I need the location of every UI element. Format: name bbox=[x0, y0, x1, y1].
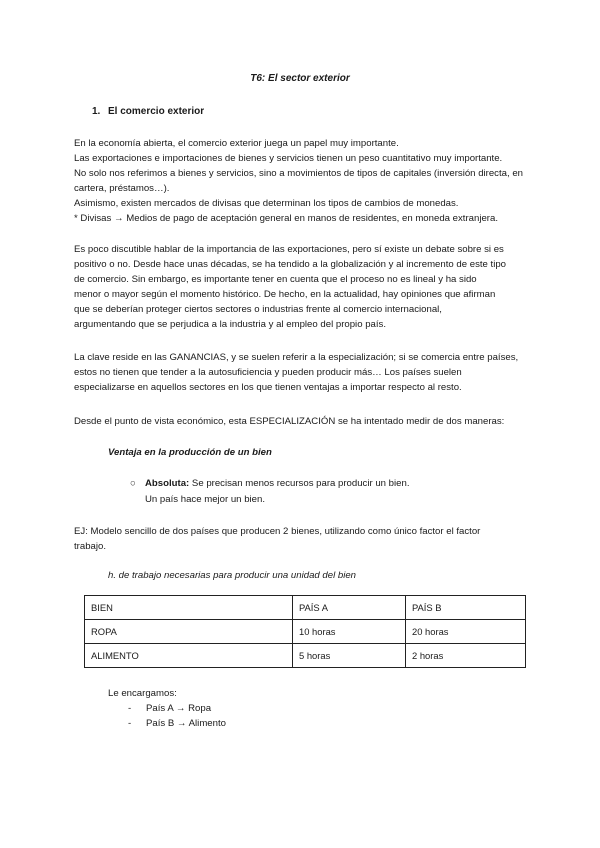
table-header-cell: PAÍS B bbox=[406, 596, 526, 620]
bullet-text-2: Un país hace mejor un bien. bbox=[145, 494, 265, 505]
paragraph-line: especializarse en aquellos sectores en los que tienen ventajas a importar respecto al resto. bbox=[74, 382, 462, 393]
paragraph-line: Es poco discutible hablar de la importancia de las exportaciones, pero sí existe un debate sobre si es bbox=[74, 244, 504, 255]
paragraph-line: argumentando que se perjudica a la industria y al empleo del propio país. bbox=[74, 319, 386, 330]
table-cell: 20 horas bbox=[406, 620, 526, 644]
bullet-marker: ○ bbox=[130, 478, 136, 489]
paragraph-line: La clave reside en las GANANCIAS, y se suelen referir a la especialización; si se comercia entre países, bbox=[74, 352, 519, 363]
example-line: trabajo. bbox=[74, 541, 106, 552]
paragraph-line: En la economía abierta, el comercio exterior juega un papel muy importante. bbox=[74, 138, 399, 149]
section-title: El comercio exterior bbox=[108, 106, 205, 117]
table-cell: 10 horas bbox=[293, 620, 406, 644]
paragraph-line: * Divisas → Medios de pago de aceptación general en manos de residentes, en moneda extranjera. bbox=[74, 213, 498, 224]
paragraph-line: estos no tienen que tender a la autosuficiencia y pueden producir más… Los países suelen bbox=[74, 367, 462, 378]
list-item bbox=[128, 718, 226, 729]
table-header-row bbox=[85, 596, 526, 620]
paragraph-line: que se deberían proteger ciertos sectores o industrias frente al comercio internacional, bbox=[74, 304, 442, 315]
paragraph-line: Desde el punto de vista económico, esta ESPECIALIZACIÓN se ha intentado medir de dos maneras: bbox=[74, 416, 505, 427]
list-item bbox=[128, 703, 211, 714]
document-title: T6: El sector exterior bbox=[250, 73, 350, 84]
paragraph-line: No solo nos referimos a bienes y servicios, sino a movimientos de tipos de capitales (inversión directa, en bbox=[74, 168, 523, 179]
table-row bbox=[85, 620, 526, 644]
paragraph-line: menor o mayor según el momento histórico. De hecho, en la actualidad, hay opiniones que afirman bbox=[74, 289, 496, 300]
table-cell: 2 horas bbox=[406, 644, 526, 668]
section-heading bbox=[92, 106, 204, 117]
table-cell: ALIMENTO bbox=[85, 644, 293, 668]
table-cell: ROPA bbox=[85, 620, 293, 644]
list-item-text: País A → Ropa bbox=[146, 703, 212, 714]
assign-intro: Le encargamos: bbox=[108, 688, 177, 699]
bullet-line bbox=[145, 478, 410, 489]
table-header-cell: BIEN bbox=[85, 596, 293, 620]
paragraph-line: Asimismo, existen mercados de divisas que determinan los tipos de cambios de monedas. bbox=[74, 198, 459, 209]
work-hours-table bbox=[84, 595, 526, 668]
paragraph-line: de comercio. Sin embargo, es importante tener en cuenta que el proceso no es lineal y ha sido bbox=[74, 274, 477, 285]
paragraph-line: positivo o no. Desde hace unas décadas, se ha tendido a la globalización y al incremento de este tipo bbox=[74, 259, 506, 270]
table-caption: h. de trabajo necesarias para producir una unidad del bien bbox=[108, 570, 357, 581]
bullet-text: Se precisan menos recursos para producir un bien. bbox=[189, 478, 410, 489]
section-number: 1. bbox=[92, 106, 101, 117]
table-cell: 5 horas bbox=[293, 644, 406, 668]
bullet-label: Absoluta: bbox=[145, 478, 190, 489]
dash-marker: - bbox=[128, 718, 132, 729]
table-row bbox=[85, 644, 526, 668]
list-item-text: País B → Alimento bbox=[146, 718, 226, 729]
paragraph-line: cartera, préstamos…). bbox=[74, 183, 170, 194]
example-line: EJ: Modelo sencillo de dos países que producen 2 bienes, utilizando como único factor el factor bbox=[74, 526, 481, 537]
dash-marker: - bbox=[128, 703, 132, 714]
subheading: Ventaja en la producción de un bien bbox=[108, 447, 272, 458]
paragraph-line: Las exportaciones e importaciones de bienes y servicios tienen un peso cuantitativo muy importante. bbox=[74, 153, 503, 164]
table-header-cell: PAÍS A bbox=[293, 596, 406, 620]
